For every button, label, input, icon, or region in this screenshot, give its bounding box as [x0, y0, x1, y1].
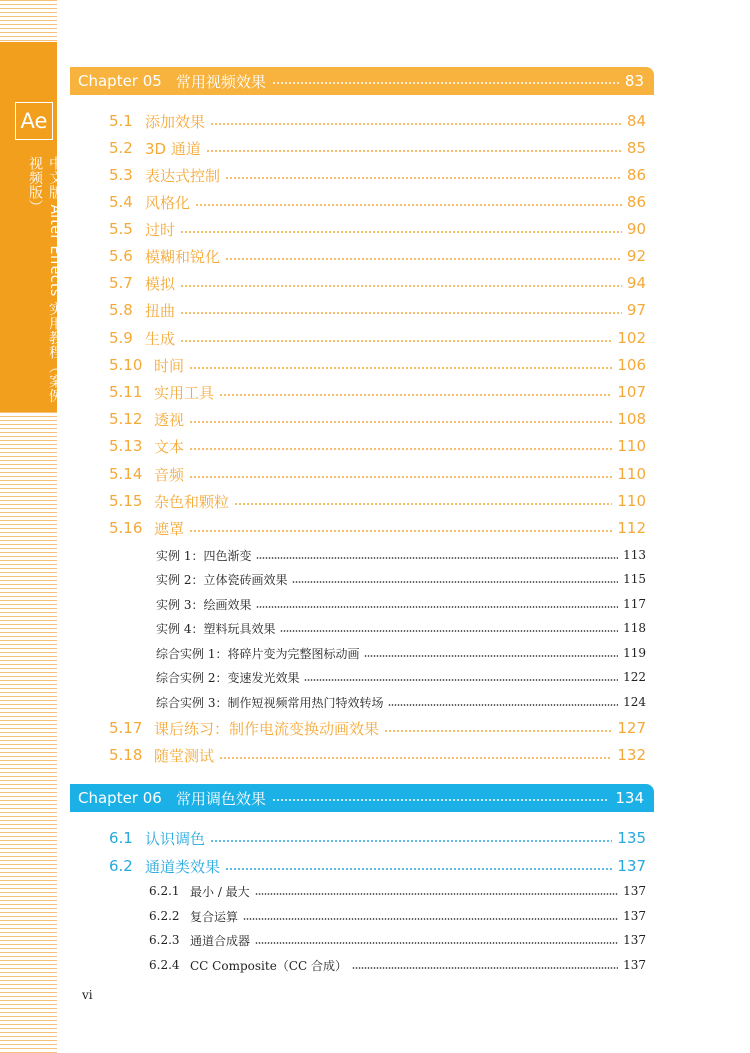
toc-section[interactable]: [109, 433, 646, 459]
section-title: 时间: [154, 356, 185, 375]
section-page: 90: [626, 220, 646, 238]
toc-example[interactable]: [156, 667, 646, 687]
toc-example[interactable]: [156, 545, 646, 565]
section-page: 92: [626, 247, 646, 265]
section-page: 132: [617, 746, 646, 764]
toc-section[interactable]: [109, 488, 646, 514]
subsection-number: 6.2.2: [149, 909, 180, 923]
example-title: 实例 4：塑料玩具效果: [156, 621, 276, 636]
toc-example[interactable]: [156, 692, 646, 712]
leader-dots: [206, 150, 622, 152]
chapter-header-05[interactable]: [70, 67, 654, 95]
chapter-page: 83: [624, 72, 644, 90]
toc-subsection[interactable]: [149, 881, 646, 901]
section-page: 97: [626, 301, 646, 319]
section-page: 108: [617, 410, 646, 428]
example-page: 119: [623, 646, 646, 660]
section-page: 110: [617, 437, 646, 455]
section-page: 127: [617, 719, 646, 737]
section-title: 通道类效果: [145, 857, 221, 876]
section-title: 认识调色: [145, 829, 206, 848]
section-page: 110: [617, 465, 646, 483]
section-number: 5.14: [109, 465, 143, 483]
chapter-title: 常用视频效果: [175, 72, 266, 91]
section-title: 透视: [154, 410, 185, 429]
subsection-page: 137: [623, 933, 646, 947]
section-number: 5.2: [109, 139, 133, 157]
section-title: 杂色和颗粒: [154, 492, 230, 511]
subsection-title: CC Composite（CC 合成）: [190, 958, 347, 973]
section-number: 5.11: [109, 383, 143, 401]
example-title: 实例 1：四色渐变: [156, 548, 252, 563]
section-number: 5.12: [109, 410, 143, 428]
subsection-title: 通道合成器: [190, 933, 251, 948]
chapter-title: 常用调色效果: [175, 789, 266, 808]
section-page: 86: [626, 166, 646, 184]
chapter-page: 134: [615, 789, 644, 807]
section-number: 5.10: [109, 356, 143, 374]
chapter-number: Chapter 05: [78, 72, 162, 90]
side-tab: [0, 42, 63, 412]
leader-dots: [255, 893, 618, 895]
section-title: 实用工具: [154, 383, 215, 402]
toc-section[interactable]: [109, 189, 646, 215]
toc-subsection[interactable]: [149, 906, 646, 926]
toc-section[interactable]: [109, 825, 646, 851]
leader-dots: [189, 448, 612, 450]
section-number: 5.17: [109, 719, 143, 737]
example-title: 综合实例 2：变速发光效果: [156, 670, 300, 685]
leader-dots: [364, 655, 618, 657]
subsection-page: 137: [623, 884, 646, 898]
subsection-number: 6.2.4: [149, 958, 180, 972]
leader-dots: [280, 630, 618, 632]
leader-dots: [225, 868, 612, 870]
section-title: 添加效果: [145, 112, 206, 131]
subsection-number: 6.2.3: [149, 933, 180, 947]
leader-dots: [180, 285, 622, 287]
toc-subsection[interactable]: [149, 930, 646, 950]
example-title: 实例 2：立体瓷砖画效果: [156, 572, 288, 587]
example-page: 117: [623, 597, 646, 611]
leader-dots: [243, 918, 618, 920]
leader-dots: [388, 704, 618, 706]
section-title: 过时: [145, 220, 176, 239]
example-page: 115: [623, 572, 646, 586]
section-page: 102: [617, 329, 646, 347]
leader-dots: [219, 394, 612, 396]
leader-dots: [210, 123, 622, 125]
leader-dots: [225, 177, 622, 179]
section-number: 5.16: [109, 519, 143, 537]
leader-dots: [180, 340, 612, 342]
example-page: 124: [623, 695, 646, 709]
toc-section[interactable]: [109, 297, 646, 323]
toc-section[interactable]: [109, 515, 646, 541]
section-title: 扭曲: [145, 301, 176, 320]
toc-example[interactable]: [156, 643, 646, 663]
toc-subsection[interactable]: [149, 955, 646, 975]
leader-dots: [384, 730, 612, 732]
leader-dots: [189, 367, 612, 369]
section-title: 生成: [145, 329, 176, 348]
section-page: 107: [617, 383, 646, 401]
toc-section[interactable]: [109, 379, 646, 405]
leader-dots: [180, 312, 622, 314]
toc-example[interactable]: [156, 594, 646, 614]
toc-example[interactable]: [156, 569, 646, 589]
subsection-title: 复合运算: [190, 909, 239, 924]
toc-section[interactable]: [109, 325, 646, 351]
section-page: 137: [617, 857, 646, 875]
leader-dots: [189, 421, 612, 423]
toc-section[interactable]: [109, 352, 646, 378]
section-number: 5.9: [109, 329, 133, 347]
toc-section[interactable]: [109, 135, 646, 161]
leader-dots: [195, 204, 622, 206]
leader-dots: [180, 231, 622, 233]
leader-dots: [272, 82, 619, 84]
section-page: 94: [626, 274, 646, 292]
leader-dots: [234, 503, 612, 505]
chapter-number: Chapter 06: [78, 789, 162, 807]
section-page: 85: [626, 139, 646, 157]
section-page: 135: [617, 829, 646, 847]
section-number: 5.3: [109, 166, 133, 184]
leader-dots: [352, 967, 618, 969]
section-number: 5.15: [109, 492, 143, 510]
toc-section[interactable]: [109, 461, 646, 487]
book-title: 中文版 After Effects 实用教程（案例视频版）: [27, 156, 63, 404]
section-number: 6.1: [109, 829, 133, 847]
chapter-header-06[interactable]: [70, 784, 654, 812]
example-page: 118: [623, 621, 646, 635]
subsection-number: 6.2.1: [149, 884, 180, 898]
toc-section[interactable]: [109, 715, 646, 741]
leader-dots: [292, 581, 618, 583]
subsection-page: 137: [623, 909, 646, 923]
section-title: 课后练习：制作电流变换动画效果: [154, 719, 380, 738]
example-page: 113: [623, 548, 646, 562]
section-title: 风格化: [145, 193, 191, 212]
leader-dots: [256, 606, 618, 608]
example-title: 实例 3：绘画效果: [156, 597, 252, 612]
example-page: 122: [623, 670, 646, 684]
leader-dots: [256, 557, 618, 559]
section-number: 5.5: [109, 220, 133, 238]
subsection-page: 137: [623, 958, 646, 972]
toc-section[interactable]: [109, 108, 646, 134]
section-page: 110: [617, 492, 646, 510]
leader-dots: [272, 799, 610, 801]
toc-section[interactable]: [109, 406, 646, 432]
toc-section[interactable]: [109, 270, 646, 296]
section-number: 5.7: [109, 274, 133, 292]
leader-dots: [189, 476, 612, 478]
section-title: 遮罩: [154, 519, 185, 538]
toc-section[interactable]: [109, 742, 646, 768]
leader-dots: [219, 757, 612, 759]
toc-section[interactable]: [109, 162, 646, 188]
section-title: 3D 通道: [145, 139, 201, 158]
leader-dots: [255, 942, 618, 944]
toc-section[interactable]: [109, 216, 646, 242]
section-number: 5.8: [109, 301, 133, 319]
example-title: 综合实例 3：制作短视频常用热门特效转场: [156, 695, 384, 710]
section-number: 5.18: [109, 746, 143, 764]
subsection-title: 最小 / 最大: [190, 884, 250, 899]
page-number: vi: [82, 988, 93, 1002]
section-title: 模糊和锐化: [145, 247, 221, 266]
leader-dots: [210, 840, 612, 842]
section-number: 5.4: [109, 193, 133, 211]
section-number: 5.6: [109, 247, 133, 265]
toc-section[interactable]: [109, 243, 646, 269]
section-title: 随堂测试: [154, 746, 215, 765]
section-page: 106: [617, 356, 646, 374]
section-title: 模拟: [145, 274, 176, 293]
section-number: 5.1: [109, 112, 133, 130]
section-page: 112: [617, 519, 646, 537]
section-page: 84: [626, 112, 646, 130]
section-number: 5.13: [109, 437, 143, 455]
toc-example[interactable]: [156, 618, 646, 638]
section-title: 文本: [154, 437, 185, 456]
leader-dots: [304, 679, 618, 681]
leader-dots: [225, 258, 622, 260]
ae-logo: Ae: [15, 102, 53, 140]
toc-section[interactable]: [109, 853, 646, 879]
section-title: 音频: [154, 465, 185, 484]
section-page: 86: [626, 193, 646, 211]
section-number: 6.2: [109, 857, 133, 875]
section-title: 表达式控制: [145, 166, 221, 185]
example-title: 综合实例 1：将碎片变为完整图标动画: [156, 646, 360, 661]
leader-dots: [189, 530, 612, 532]
